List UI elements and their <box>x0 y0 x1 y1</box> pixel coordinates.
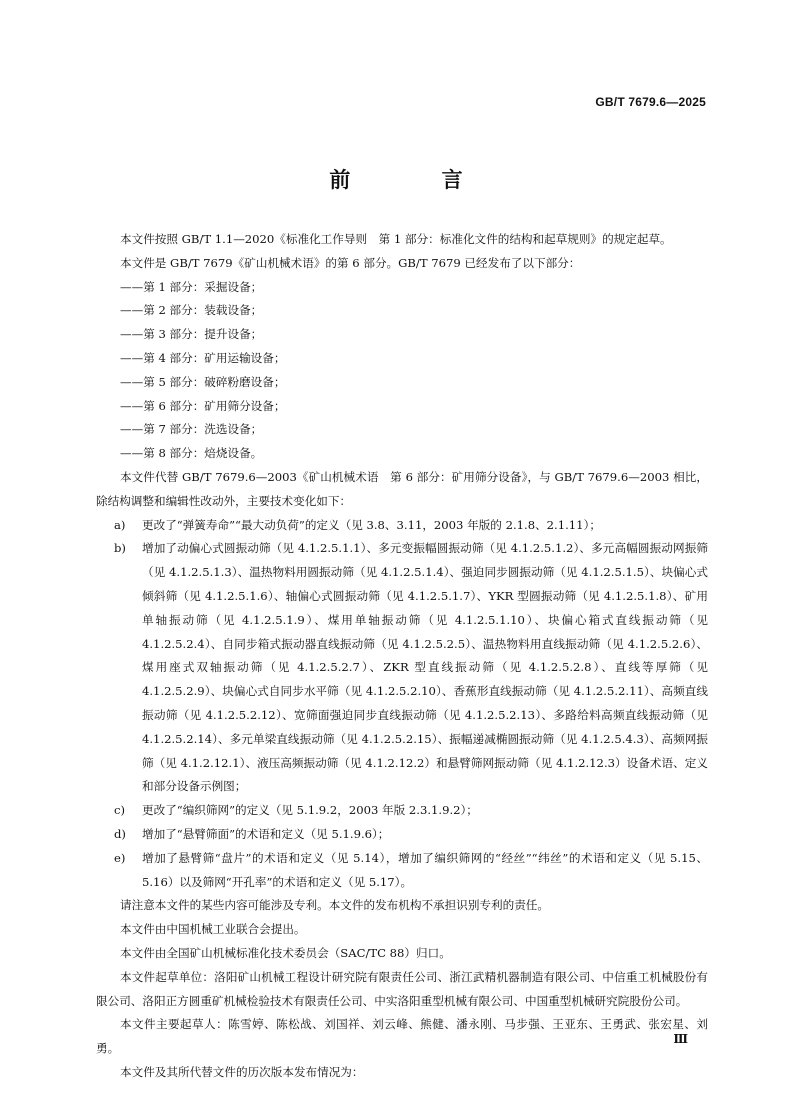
list-item-part: ——第 2 部分：装载设备； <box>120 303 263 318</box>
change-item <box>96 847 708 895</box>
change-label: d) <box>114 826 126 841</box>
change-text: 增加了动偏心式圆振动筛（见 4.1.2.5.1.1）、多元变振幅圆振动筛（见 4.1.2.5.1.2）、多元高幅圆振动网振筛（见 4.1.2.5.1.3）、温热物料用圆振动筛（见 4.1.2.5.1.4）、强迫同步圆振动筛（见 4.1.2.5.1.5）、块偏心式倾斜筛（见 4.1.2.5.1.6）、轴偏心式圆振动筛（见 4.1.2.5.1.7）、YKR 型圆振动筛（见 4.1.2.5.1.8）、矿用单轴振动筛（见 4.1.2.5.1.9）、煤用单轴振动筛（见 4.1.2.5.1.10）、块偏心箱式直线振动筛（见 4.1.2.5.2.4）、自同步箱式振动器直线振动筛（见 4.1.2.5.2.5）、温热物料用直线振动筛（见 4.1.2.5.2.6）、煤用座式双轴振动筛（见 4.1.2.5.2.7）、ZKR 型直线振动筛（见 4.1.2.5.2.8）、直线等厚筛（见 4.1.2.5.2.9）、块偏心式自同步水平筛（见 4.1.2.5.2.10）、香蕉形直线振动筛（见 4.1.2.5.2.11）、高频直线振动筛（见 4.1.2.5.2.12）、宽筛面强迫同步直线振动筛（见 4.1.2.5.2.13）、多路给料高频直线振动筛（见 4.1.2.5.2.14）、多元单梁直线振动筛（见 4.1.2.5.2.15）、振幅递减椭圆振动筛（见 4.1.2.5.4.3）、高频网振筛（见 4.1.2.12.1）、液压高频振动筛（见 4.1.2.12.2）和悬臂筛网振动筛（见 4.1.2.12.3）设备术语、定义和部分设备示例图； <box>142 541 708 794</box>
paragraph-drafting-units: 本文件起草单位：洛阳矿山机械工程设计研究院有限责任公司、浙江武精机器制造有限公司、中信重工机械股份有限公司、洛阳正方圆重矿机械检验技术有限责任公司、中实洛阳重型机械有限公司、中国重型机械研究院股份公司。 <box>96 969 708 1008</box>
paragraph-drafting-rules: 本文件按照 GB/T 1.1—2020《标准化工作导则 第 1 部分：标准化文件的结构和起草规则》的规定起草。 <box>120 232 672 246</box>
paragraph-committee: 本文件由全国矿山机械标准化技术委员会（SAC/TC 88）归口。 <box>120 945 451 960</box>
list-item-part: ——第 5 部分：破碎粉磨设备； <box>120 374 286 389</box>
paragraph-history: 本文件及其所代替文件的历次版本发布情况为： <box>120 1064 364 1079</box>
list-item-part: ——第 3 部分：提升设备； <box>120 327 263 342</box>
list-item-part: ——第 1 部分：采掘设备； <box>120 279 263 294</box>
change-item <box>96 537 708 799</box>
change-text: 增加了悬臂筛“盘片”的术语和定义（见 5.14），增加了编织筛网的“经丝”“纬丝”的术语和定义（见 5.15、5.16）以及筛网“开孔率”的术语和定义（见 5.17）。 <box>142 850 708 889</box>
page-number: Ⅲ <box>673 1032 688 1046</box>
paragraph-proposer: 本文件由中国机械工业联合会提出。 <box>120 922 306 937</box>
list-item-part: ——第 6 部分：矿用筛分设备； <box>120 398 286 413</box>
change-label: b) <box>114 541 126 556</box>
foreword-body <box>96 228 708 1085</box>
list-item-part: ——第 4 部分：矿用运输设备； <box>120 350 286 365</box>
paragraph-series-intro: 本文件是 GB/T 7679《矿山机械术语》的第 6 部分。GB/T 7679 已经发布了以下部分： <box>120 255 581 270</box>
paragraph-replacement: 本文件代替 GB/T 7679.6—2003《矿山机械术语 第 6 部分：矿用筛分设备》，与 GB/T 7679.6—2003 相比，除结构调整和编辑性改动外，主要技术变化如下： <box>96 469 708 508</box>
change-text: 更改了“弹簧寿命”“最大动负荷”的定义（见 3.8、3.11，2003 年版的 2.1.8、2.1.11）； <box>142 517 601 532</box>
change-label: a) <box>114 517 126 532</box>
list-item-part: ——第 8 部分：焙烧设备。 <box>120 446 263 461</box>
change-item <box>96 799 708 823</box>
change-text: 增加了“悬臂筛面”的术语和定义（见 5.1.9.6）； <box>142 826 390 841</box>
standard-code: GB/T 7679.6—2025 <box>595 95 706 109</box>
change-item <box>96 823 708 847</box>
paragraph-drafters: 本文件主要起草人：陈雪婷、陈松战、刘国祥、刘云峰、熊健、潘永刚、马步强、王亚东、王勇武、张宏星、刘勇。 <box>96 1017 708 1056</box>
change-item <box>96 514 708 538</box>
page-title: 前 言 <box>329 168 505 192</box>
paragraph-patent-notice: 请注意本文件的某些内容可能涉及专利。本文件的发布机构不承担识别专利的责任。 <box>120 898 549 913</box>
change-text: 更改了“编织筛网”的定义（见 5.1.9.2，2003 年版 2.3.1.9.2）； <box>142 803 478 818</box>
change-label: e) <box>114 850 126 865</box>
change-label: c) <box>114 803 126 818</box>
list-item-part: ——第 7 部分：洗选设备； <box>120 422 263 437</box>
